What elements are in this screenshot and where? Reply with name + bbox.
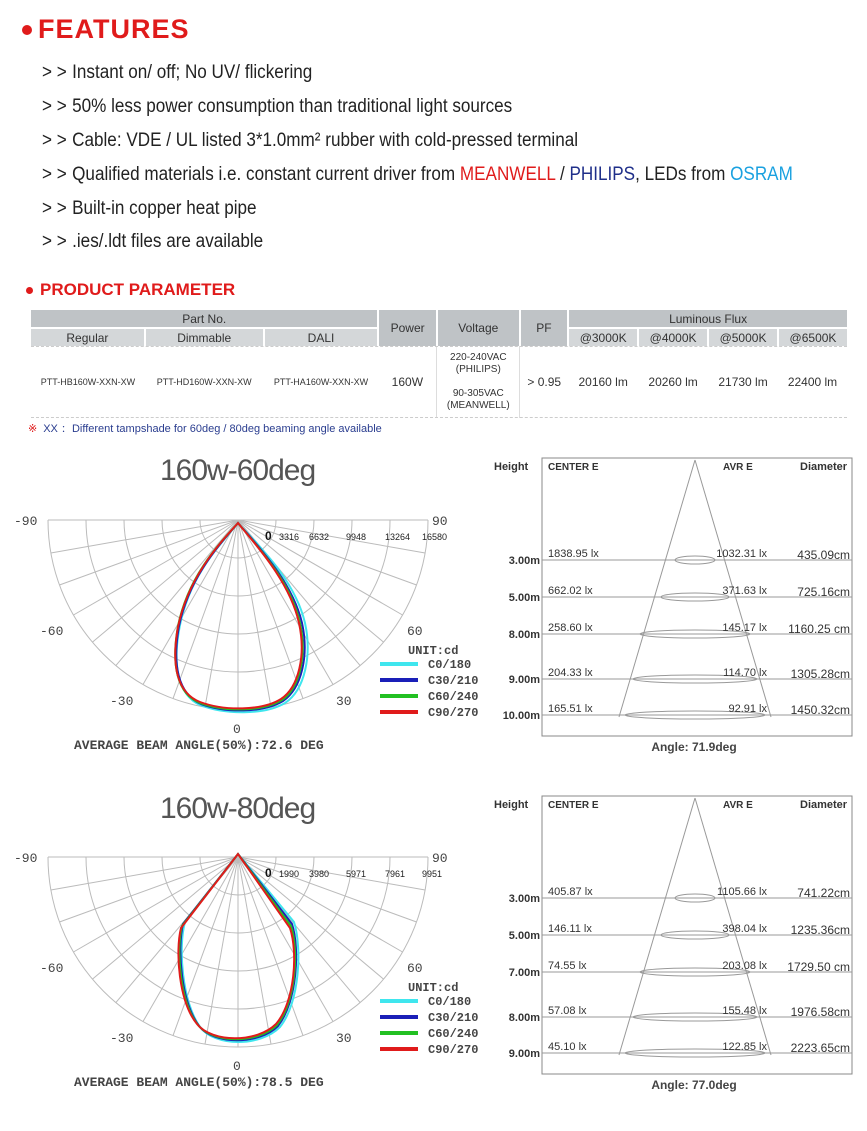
row-center-e: 405.87 lx (548, 886, 593, 898)
row-diameter: 1976.58cm (790, 1005, 850, 1019)
distribution-curve (179, 854, 295, 1039)
feature-text: Built-in copper heat pipe (72, 198, 257, 219)
cell-flux-3000k: 20160 lm (578, 375, 628, 389)
row-height: 3.00m (508, 893, 540, 905)
radial-tick-label: 13264 (385, 532, 411, 542)
row-center-e: 165.51 lx (548, 703, 593, 715)
polar-chart-title: 160w-80deg (160, 792, 316, 825)
angle-label: 60 (407, 961, 423, 976)
feature-text: MEANWELL (459, 164, 556, 185)
voltage-2-note: (MEANWELL) (446, 400, 510, 411)
row-avr-e: 92.91 lx (728, 703, 767, 715)
polar-chart (0, 505, 490, 770)
row-avr-e: 398.04 lx (722, 923, 767, 935)
legend-label: C0/180 (428, 658, 472, 672)
radial-tick-label: 7961 (385, 869, 406, 879)
angle-label: 0 (233, 722, 241, 737)
angle-label: -60 (40, 961, 64, 976)
feature-text: 50% less power consumption than traditional light sources (72, 96, 513, 117)
feature-item (42, 164, 793, 186)
parameter-note (28, 420, 382, 436)
header-diameter: Diameter (800, 799, 848, 811)
radial-tick-label: 9951 (422, 869, 443, 879)
unit-label: UNIT:cd (408, 644, 459, 658)
cell-flux-5000k: 21730 lm (718, 375, 768, 389)
row-diameter: 1160.25 cm (788, 622, 850, 636)
feature-text: Qualified materials i.e. constant current driver from (72, 164, 460, 185)
cone-side (619, 460, 695, 717)
row-center-e: 74.55 lx (548, 960, 587, 972)
radial-tick-label: 1990 (279, 869, 300, 879)
feature-prefix: > > (42, 130, 67, 151)
header-dimmable: Dimmable (145, 328, 264, 346)
radial-tick-label: 5971 (346, 869, 367, 879)
row-avr-e: 155.48 lx (722, 1005, 767, 1017)
row-height: 5.00m (508, 930, 540, 942)
row-height: 8.00m (508, 629, 540, 641)
cell-regular: PTT-HB160W-XXN-XW (40, 377, 136, 387)
bullet-dot-icon (26, 287, 33, 294)
feature-item (42, 96, 512, 118)
header-temp-5000k: @5000K (708, 328, 778, 346)
polar-chart (0, 842, 490, 1107)
feature-text: PHILIPS (569, 164, 636, 185)
angle-label: 30 (336, 1031, 352, 1046)
header-luminous-flux: Luminous Flux (568, 310, 847, 328)
distribution-curve (177, 523, 308, 712)
note-text: XX ：Different tampshade for 60deg / 80deg beaming angle available (43, 423, 382, 435)
row-height: 10.00m (502, 710, 540, 722)
angle-label: 30 (336, 694, 352, 709)
angle-label: -90 (14, 514, 38, 529)
beam-angle-label: AVERAGE BEAM ANGLE(50%):72.6 DEG (74, 738, 324, 753)
feature-text: / (555, 164, 570, 185)
distribution-curve (176, 523, 304, 710)
features-heading (22, 14, 190, 45)
product-parameter-heading (26, 280, 235, 300)
row-center-e: 146.11 lx (548, 923, 592, 935)
angle-label: 90 (432, 514, 448, 529)
row-avr-e: 1105.66 lx (717, 886, 767, 898)
cone-angle-label: Angle: 71.9deg (651, 740, 737, 754)
cell-voltage (437, 346, 520, 418)
legend-label: C30/210 (428, 1011, 479, 1025)
feature-item (42, 231, 263, 253)
row-height: 3.00m (508, 555, 540, 567)
cone-chart (490, 452, 860, 757)
legend-label: C60/240 (428, 690, 479, 704)
angle-label: 0 (233, 1059, 241, 1074)
features-title: FEATURES (38, 14, 190, 44)
cell-flux-6500k: 22400 lm (787, 375, 838, 389)
bullet-dot-icon (22, 25, 32, 35)
row-diameter: 1729.50 cm (787, 960, 850, 974)
row-height: 5.00m (508, 592, 540, 604)
angle-label: 90 (432, 851, 448, 866)
polar-grid (48, 857, 428, 1047)
feature-prefix: > > (42, 62, 67, 83)
cone-chart (490, 790, 860, 1095)
feature-prefix: > > (42, 164, 67, 185)
row-height: 7.00m (508, 967, 540, 979)
radial-tick-label: 3316 (279, 532, 300, 542)
header-part-no: Part No. (31, 310, 378, 328)
feature-item (42, 62, 312, 84)
header-height: Height (494, 799, 529, 811)
row-height: 9.00m (508, 1048, 540, 1060)
row-center-e: 1838.95 lx (548, 548, 599, 560)
header-avr: AVR E (723, 800, 753, 811)
table-divider (31, 346, 847, 347)
header-center: CENTER E (548, 800, 599, 811)
cell-power: 160W (391, 375, 424, 389)
row-center-e: 662.02 lx (548, 585, 593, 597)
feature-text: OSRAM (730, 164, 793, 185)
legend-label: C60/240 (428, 1027, 479, 1041)
feature-text: .ies/.ldt files are available (72, 231, 264, 252)
header-avr: AVR E (723, 462, 753, 473)
feature-item (42, 198, 257, 220)
row-center-e: 57.08 lx (548, 1005, 587, 1017)
feature-text: , LEDs from (635, 164, 731, 185)
cell-pf: > 0.95 (527, 375, 562, 389)
header-temp-6500k: @6500K (778, 328, 847, 346)
feature-prefix: > > (42, 231, 67, 252)
radial-tick-label: 6632 (309, 532, 330, 542)
row-avr-e: 1032.31 lx (716, 548, 767, 560)
legend-label: C0/180 (428, 995, 472, 1009)
angle-label: -60 (40, 624, 64, 639)
header-regular: Regular (31, 328, 145, 346)
header-height: Height (494, 461, 529, 473)
row-avr-e: 371.63 lx (722, 585, 767, 597)
header-center: CENTER E (548, 462, 599, 473)
header-temp-3000k: @3000K (568, 328, 638, 346)
row-diameter: 725.16cm (797, 585, 850, 599)
header-dali: DALI (264, 328, 379, 346)
table-divider (31, 417, 847, 418)
cell-dali: PTT-HA160W-XXN-XW (273, 377, 369, 387)
row-avr-e: 122.85 lx (722, 1041, 767, 1053)
table-row (31, 346, 847, 418)
row-diameter: 741.22cm (797, 886, 850, 900)
legend-label: C30/210 (428, 674, 479, 688)
voltage-1-note: (PHILIPS) (455, 364, 501, 375)
header-diameter: Diameter (800, 461, 848, 473)
row-avr-e: 203.08 lx (722, 960, 767, 972)
feature-item (42, 130, 578, 152)
legend-label: C90/270 (428, 706, 479, 720)
polar-chart-title: 160w-60deg (160, 454, 316, 487)
feature-text: Instant on/ off; No UV/ flickering (72, 62, 313, 83)
header-voltage: Voltage (437, 310, 520, 346)
header-temp-4000k: @4000K (638, 328, 708, 346)
angle-label: -30 (110, 694, 134, 709)
note-star: ※ (28, 423, 38, 435)
distribution-curve (175, 523, 302, 709)
row-avr-e: 145.17 lx (722, 622, 767, 634)
feature-text: Cable: VDE / UL listed 3*1.0mm² rubber with cold-pressed terminal (72, 130, 579, 151)
radial-tick-label: 0 (265, 529, 272, 543)
row-diameter: 1450.32cm (790, 703, 850, 717)
header-power: Power (378, 310, 436, 346)
row-height: 9.00m (508, 674, 540, 686)
feature-prefix: > > (42, 96, 67, 117)
header-pf: PF (520, 310, 568, 346)
radial-tick-label: 16580 (422, 532, 448, 542)
voltage-1: 220-240VAC (450, 352, 507, 363)
row-center-e: 45.10 lx (548, 1041, 587, 1053)
row-center-e: 258.60 lx (548, 622, 593, 634)
row-height: 8.00m (508, 1012, 540, 1024)
product-parameter-title: PRODUCT PARAMETER (40, 280, 236, 299)
angle-label: 60 (407, 624, 423, 639)
row-diameter: 2223.65cm (790, 1041, 850, 1055)
legend-label: C90/270 (428, 1043, 479, 1057)
voltage-2: 90-305VAC (452, 388, 504, 399)
polar-grid (48, 520, 428, 710)
cell-flux-4000k: 20260 lm (648, 375, 698, 389)
row-avr-e: 114.70 lx (723, 667, 767, 679)
row-diameter: 435.09cm (797, 548, 850, 562)
radial-tick-label: 3980 (309, 869, 330, 879)
radial-tick-label: 9948 (346, 532, 367, 542)
parameter-table (31, 310, 847, 418)
angle-label: -30 (110, 1031, 134, 1046)
row-diameter: 1305.28cm (790, 667, 850, 681)
beam-angle-label: AVERAGE BEAM ANGLE(50%):78.5 DEG (74, 1075, 324, 1090)
unit-label: UNIT:cd (408, 981, 459, 995)
cone-side (619, 798, 695, 1055)
row-center-e: 204.33 lx (548, 667, 593, 679)
cone-angle-label: Angle: 77.0deg (651, 1078, 737, 1092)
row-diameter: 1235.36cm (790, 923, 850, 937)
angle-label: -90 (14, 851, 38, 866)
cell-dimmable: PTT-HD160W-XXN-XW (156, 377, 252, 387)
feature-prefix: > > (42, 198, 67, 219)
radial-tick-label: 0 (265, 866, 272, 880)
